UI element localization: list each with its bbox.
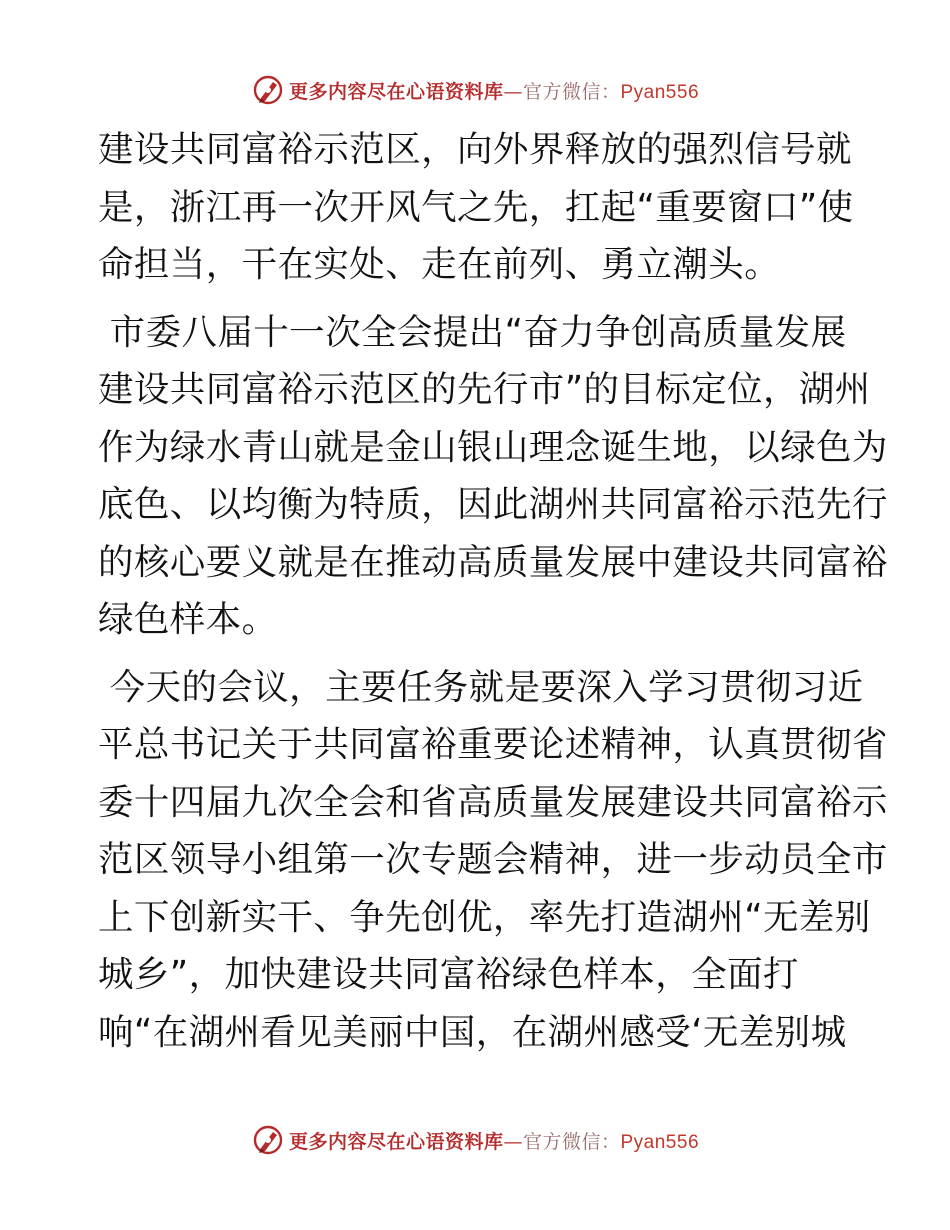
text-line: 上下创新实干、争先创优，率先打造湖州“无差别 — [98, 896, 871, 938]
text-line: 范区领导小组第一次专题会精神，进一步动员全市 — [98, 839, 888, 880]
paragraph-gap — [98, 294, 858, 304]
text-line: 建设共同富裕示范区的先行市”的目标定位，湖州 — [98, 369, 871, 410]
footer-watermark — [0, 1120, 950, 1160]
footer-label: 官方微信： — [522, 1130, 621, 1153]
text-line: 响“在湖州看见美丽中国，在湖州感受‘无差别城 — [98, 1011, 847, 1053]
footer-brand: 更多内容尽在心语资料库 — [288, 1130, 504, 1153]
header-label: 官方微信： — [522, 80, 621, 103]
header-watermark-text — [289, 77, 699, 104]
text-line: 城乡”，加快建设共同富裕绿色样本，全面打 — [98, 954, 799, 995]
paragraph-gap — [98, 649, 858, 659]
text-line: 市委八届十一次全会提出“奋力争创高质量发展 — [98, 311, 847, 353]
paragraph-1 — [98, 121, 858, 294]
header-wechat-id: Pyan556 — [620, 81, 700, 103]
header-watermark — [0, 70, 950, 110]
text-line: 是，浙江再一次开风气之先，扛起“重要窗口”使 — [98, 186, 854, 228]
text-line: 委十四届九次全会和省高质量发展建设共同富裕示 — [98, 781, 888, 823]
paragraph-2 — [98, 304, 888, 649]
header-brand: 更多内容尽在心语资料库 — [288, 80, 504, 103]
paragraph-3 — [98, 659, 888, 1062]
pen-logo-icon — [251, 73, 285, 107]
text-line: 底色、以均衡为特质，因此湖州共同富裕示范先行 — [98, 484, 888, 525]
pen-logo-icon — [251, 1123, 285, 1157]
text-line: 的核心要义就是在推动高质量发展中建设共同富裕 — [98, 541, 888, 583]
footer-separator: — — [503, 1130, 523, 1153]
text-line: 命担当，干在实处、走在前列、勇立潮头。 — [98, 244, 781, 285]
footer-wechat-id: Pyan556 — [620, 1131, 700, 1153]
text-line: 平总书记关于共同富裕重要论述精神，认真贯彻省 — [98, 724, 888, 765]
footer-watermark-text — [289, 1127, 699, 1154]
header-separator: — — [503, 80, 523, 103]
text-line: 今天的会议，主要任务就是要深入学习贯彻习近 — [98, 666, 864, 708]
text-line: 绿色样本。 — [98, 599, 278, 640]
text-line: 作为绿水青山就是金山银山理念诞生地，以绿色为 — [98, 426, 888, 468]
document-body — [98, 121, 888, 1061]
text-line: 建设共同富裕示范区，向外界释放的强烈信号就 — [98, 129, 852, 170]
